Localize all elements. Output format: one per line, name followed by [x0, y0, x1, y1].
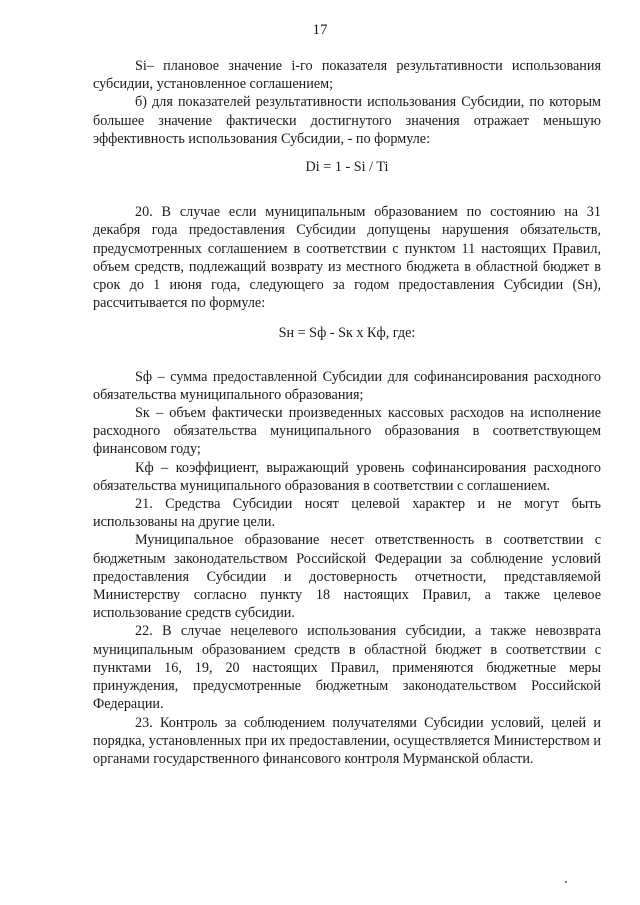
formula-di: Di = 1 - Si / Ti: [305, 159, 389, 176]
paragraph-si-definition: Si– плановое значение i-го показателя результативности использования субсидии, установленное соглашением;: [93, 58, 601, 93]
paragraph-22: 22. В случае нецелевого использования субсидии, а также невозврата муниципальным образованием средств в областной бюджет в соответствии с пунктами 16, 19, 20 настоящих Правил, применяются бюджетные меры принуждения, предусмотренные бюджетным законодательством Российской Федерации.: [93, 623, 601, 713]
paragraph-municipal-responsibility: Муниципальное образование несет ответственность в соответствии с бюджетным законодательством Российской Федерации за соблюдение условий предоставления Субсидии и достоверность отчетности, представляемой Министерству согласно пункту 18 настоящих Правил, а также целевое использование средств субсидии.: [93, 532, 601, 622]
paragraph-sk-definition: Sк – объем фактически произведенных кассовых расходов на исполнение расходного обязательства муниципального образования в соответствующем финансовом году;: [93, 405, 601, 458]
scan-speck: [565, 881, 567, 883]
paragraph-21: 21. Средства Субсидии носят целевой характер и не могут быть использованы на другие цели.: [93, 496, 601, 531]
paragraph-20: 20. В случае если муниципальным образованием по состоянию на 31 декабря года предоставления Субсидии допущены нарушения обязательств, предусмотренных соглашением в соответствии с пунктом 11 настоящих Правил, объем средств, подлежащий возврату из местного бюджета в областной бюджет в срок до 1 июня года, следующего за годом предоставления Субсидии (Sн), рассчитывается по формуле:: [93, 204, 601, 312]
paragraph-kf-definition: Кф – коэффициент, выражающий уровень софинансирования расходного обязательства муниципального образования в соответствии с соглашением.: [93, 459, 601, 494]
paragraph-sf-definition: Sф – сумма предоставленной Субсидии для софинансирования расходного обязательства муниципального образования;: [93, 368, 601, 403]
page-number: 17: [312, 22, 328, 38]
formula-sn: Sн = Sф - Sк х Кф, где:: [278, 325, 416, 342]
paragraph-23: 23. Контроль за соблюдением получателями Субсидии условий, целей и порядка, установленных при их предоставлении, осуществляется Министерством и органами государственного финансового контроля Мурманской области.: [93, 714, 601, 767]
paragraph-b-indicators: б) для показателей результативности использования Субсидии, по которым большее значение фактически достигнутого значения отражает меньшую эффективность использования Субсидии, - по формуле:: [93, 94, 601, 147]
document-body: [93, 57, 601, 768]
